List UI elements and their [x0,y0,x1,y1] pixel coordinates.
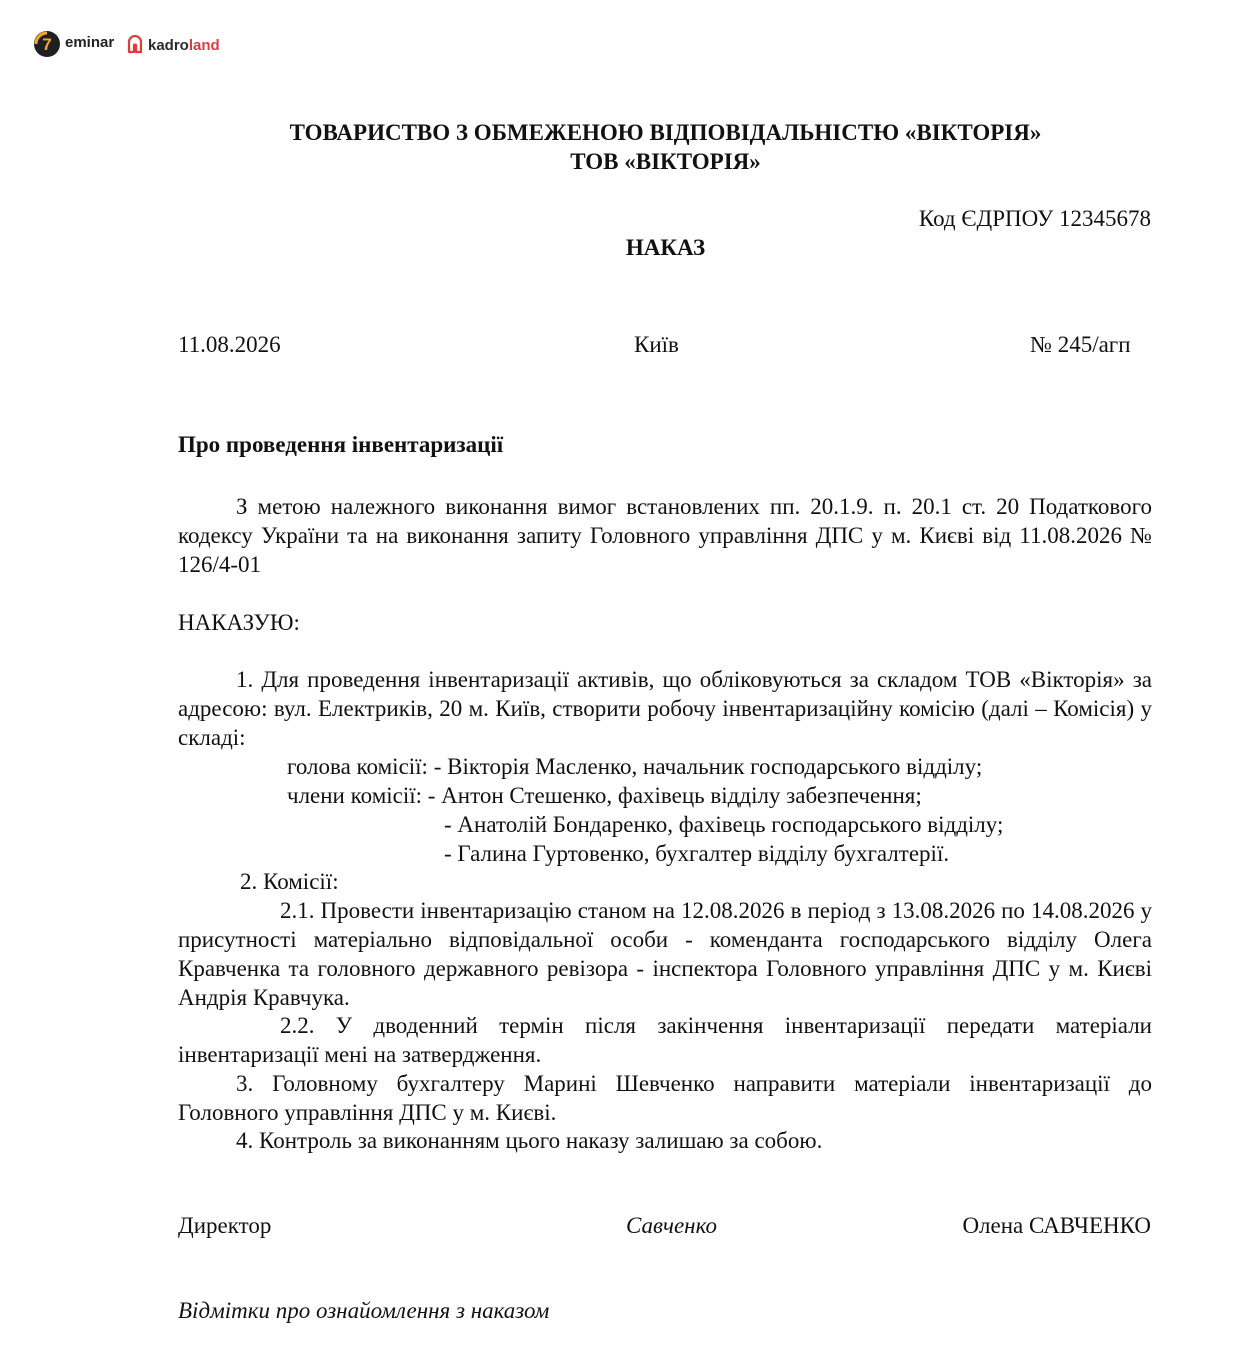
document-title: НАКАЗ [625,235,706,260]
edrpou-code: Код ЄДРПОУ 12345678 [918,206,1151,231]
signature: Савченко [626,1213,717,1238]
commission-chair-line: голова комісії: - Вікторія Масленко, начальник господарського відділу; [287,754,983,779]
seminar-logo-text: eminar [65,34,115,51]
signer-position: Директор [178,1213,272,1238]
item-3-paragraph: 3. Головному бухгалтеру Марині Шевченко направити матеріали інвентаризації до Головного управління ДПС у м. Києві. [178,1071,1152,1125]
item-2-2-paragraph: 2.2. У дводенний термін після закінчення інвентаризації передати матеріали інвентаризації мені на затвердження. [178,1013,1152,1067]
order-city: Київ [634,332,679,357]
kadroland-logo-icon [125,35,145,55]
preamble-paragraph: З метою належного виконання вимог встановлених пп. 20.1.9. п. 20.1 ст. 20 Податкового кодексу України та на виконання запиту Головного управління ДПС у м. Києві від 11.08.2026 № 126/4-01 [178,494,1152,577]
order-subject: Про проведення інвентаризації [178,432,504,457]
acknowledgement-note: Відмітки про ознайомлення з наказом [178,1298,550,1323]
kadroland-logo-text: kadroland [148,37,220,54]
signer-name: Олена САВЧЕНКО [962,1213,1151,1238]
item-1-paragraph: 1. Для проведення інвентаризації активів, що обліковуються за складом ТОВ «Вікторія» за адресою: вул. Електриків, 20 м. Київ, створити робочу інвентаризаційну комісію (далі – Комісія) у складі: [178,667,1152,750]
commission-member-line: - Галина Гуртовенко, бухгалтер відділу бухгалтерії. [444,841,950,866]
order-number: № 245/агп [1030,332,1131,357]
item-2-heading: 2. Комісії: [240,869,339,894]
organization-name: ТОВАРИСТВО З ОБМЕЖЕНОЮ ВІДПОВІДАЛЬНІСТЮ «ВІКТОРІЯ» [289,120,1042,145]
order-date: 11.08.2026 [178,332,281,357]
seminar-logo-icon [33,30,63,60]
order-word: НАКАЗУЮ: [178,610,300,635]
organization-short-name: ТОВ «ВІКТОРІЯ» [570,149,761,174]
item-2-1-paragraph: 2.1. Провести інвентаризацію станом на 12.08.2026 в період з 13.08.2026 по 14.08.2026 у присутності матеріально відповідальної особи - коменданта господарського відділу Олега Кравченка та головного державного ревізора - інспектора Головного управління ДПС у м. Києві Андрія Кравчука. [178,898,1152,1010]
commission-member-line: члени комісії: - Антон Стешенко, фахівець відділу забезпечення; [287,783,922,808]
svg-text:7: 7 [42,35,52,54]
commission-member-line: - Анатолій Бондаренко, фахівець господарського відділу; [444,812,1004,837]
item-4-paragraph: 4. Контроль за виконанням цього наказу залишаю за собою. [236,1128,823,1153]
